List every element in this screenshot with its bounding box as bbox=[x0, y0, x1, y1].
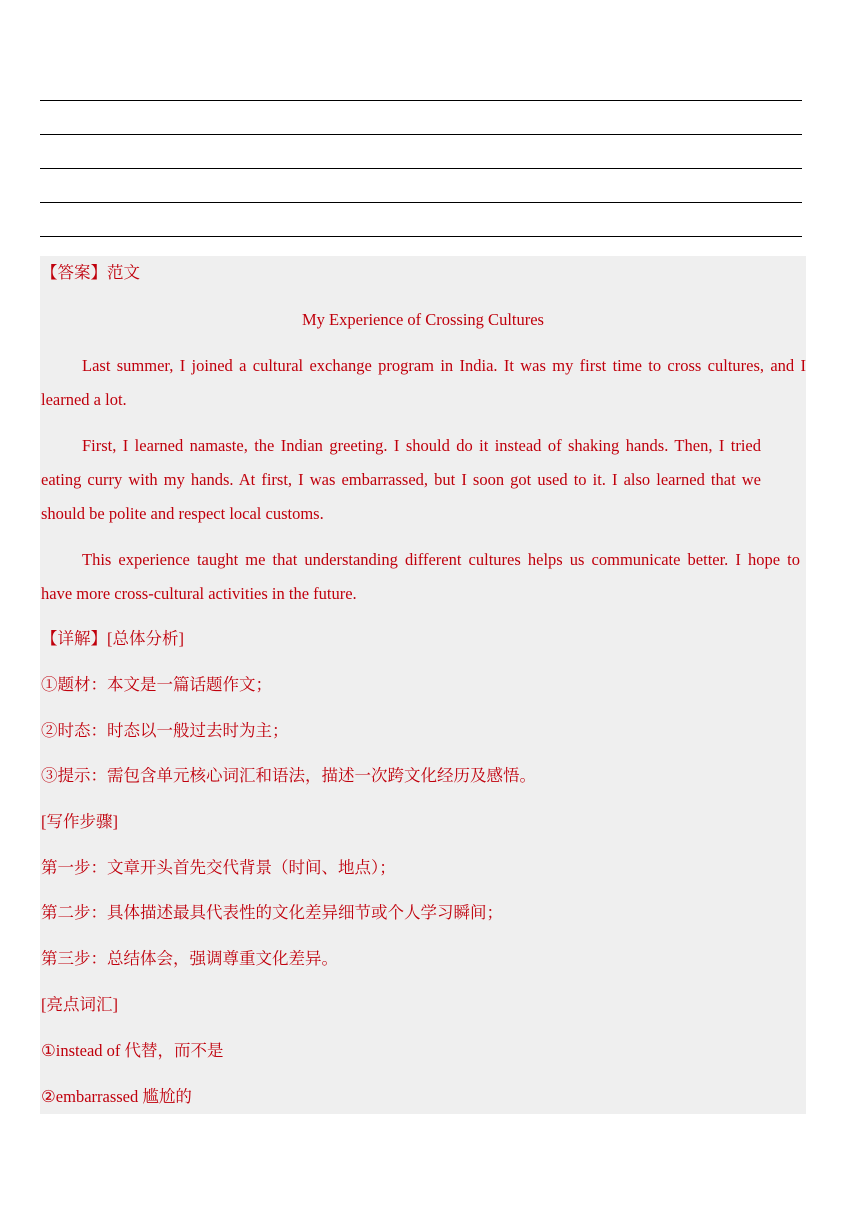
essay-paragraph-3-line-2: have more cross-cultural activities in the future. bbox=[41, 584, 357, 603]
writing-line bbox=[40, 236, 802, 237]
essay-paragraph-3-line-1: This experience taught me that understanding different cultures helps us communicate better. I hope to bbox=[82, 550, 800, 569]
essay-paragraph-1-line-1: Last summer, I joined a cultural exchange program in India. It was my first time to cross cultures, and I bbox=[82, 356, 806, 375]
vocabulary-item: ②embarrassed 尴尬的 bbox=[41, 1087, 192, 1106]
answer-section bbox=[40, 256, 806, 1114]
essay-paragraph-2-line-1: First, I learned namaste, the Indian greeting. I should do it instead of shaking hands. Then, I tried bbox=[82, 436, 761, 455]
essay-paragraph-2-line-3: should be polite and respect local customs. bbox=[41, 504, 324, 523]
writing-step: 第三步：总结体会，强调尊重文化差异。 bbox=[41, 949, 338, 968]
writing-step: 第二步：具体描述最具代表性的文化差异细节或个人学习瞬间； bbox=[41, 903, 503, 922]
vocabulary-heading: [亮点词汇] bbox=[41, 995, 118, 1014]
writing-line bbox=[40, 100, 802, 101]
analysis-label: 【详解】[总体分析] bbox=[41, 629, 184, 648]
writing-step: 第一步：文章开头首先交代背景（时间、地点）； bbox=[41, 858, 396, 877]
writing-line bbox=[40, 202, 802, 203]
analysis-point: ①题材：本文是一篇话题作文； bbox=[41, 675, 272, 694]
vocabulary-item: ①instead of 代替，而不是 bbox=[41, 1041, 224, 1060]
essay-title: My Experience of Crossing Cultures bbox=[302, 310, 544, 329]
writing-steps-heading: [写作步骤] bbox=[41, 812, 118, 831]
answer-writing-lines bbox=[40, 100, 802, 270]
answer-label: 【答案】范文 bbox=[41, 263, 140, 282]
analysis-point: ③提示：需包含单元核心词汇和语法，描述一次跨文化经历及感悟。 bbox=[41, 766, 536, 785]
analysis-point: ②时态：时态以一般过去时为主； bbox=[41, 721, 289, 740]
essay-paragraph-2-line-2: eating curry with my hands. At first, I was embarrassed, but I soon got used to it. I also learned that we bbox=[41, 470, 761, 489]
writing-line bbox=[40, 134, 802, 135]
writing-line bbox=[40, 168, 802, 169]
essay-paragraph-1-line-2: learned a lot. bbox=[41, 390, 127, 409]
